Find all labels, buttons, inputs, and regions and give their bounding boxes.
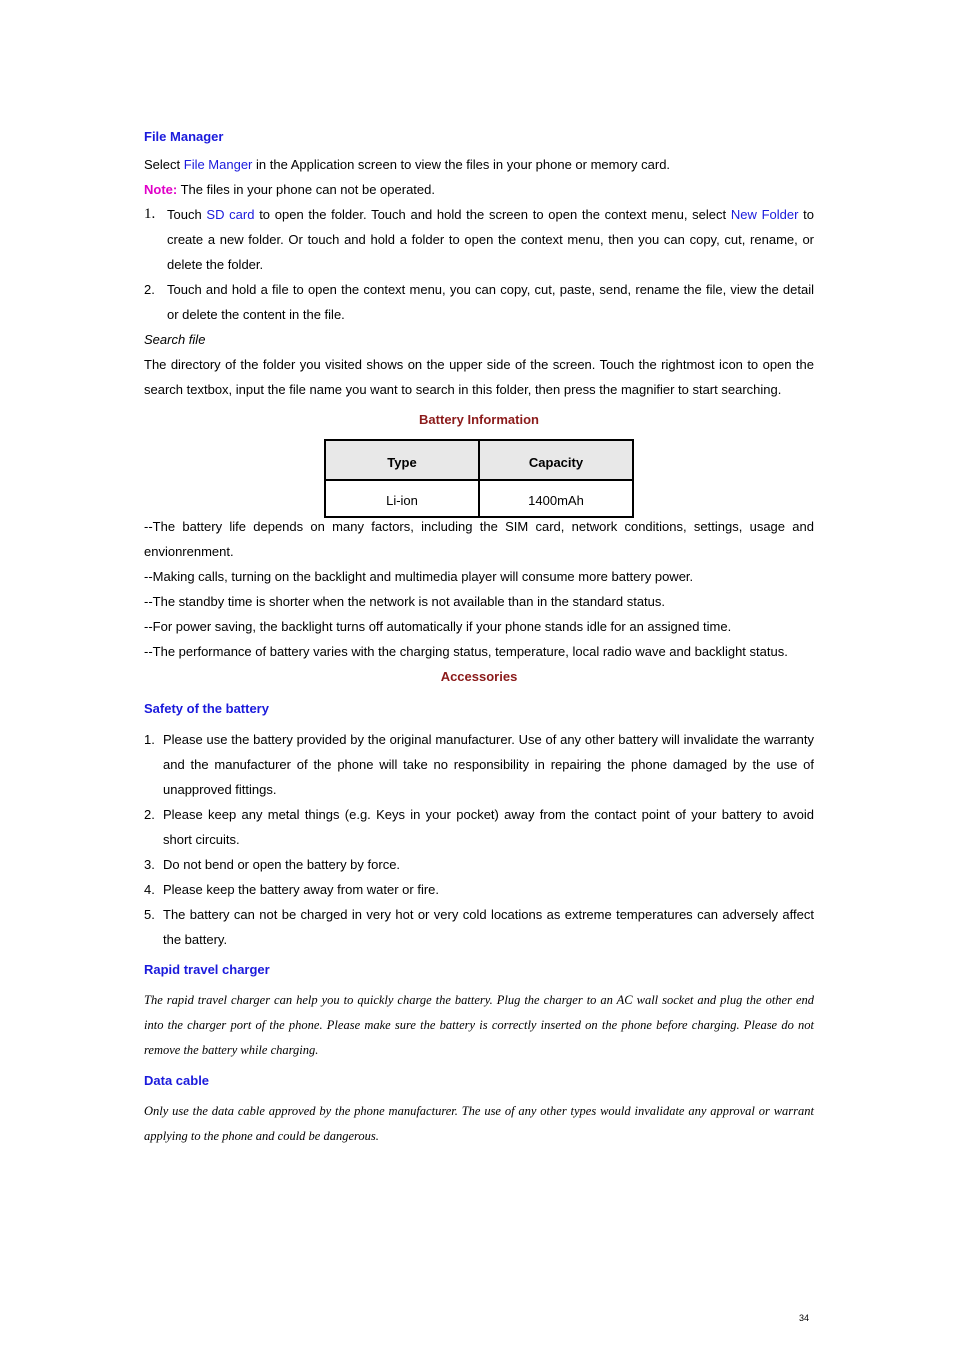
charger-heading: Rapid travel charger	[144, 962, 270, 977]
safety-heading: Safety of the battery	[144, 701, 269, 716]
item-number: 1.	[144, 206, 156, 222]
battery-note-4: --For power saving, the backlight turns off automatically if your phone stands idle for an assigned time.	[144, 619, 732, 634]
new-folder-link: New Folder	[730, 207, 799, 222]
safety-item-1	[144, 727, 814, 802]
battery-info-heading: Battery Information	[419, 412, 539, 427]
note-paragraph	[144, 177, 814, 202]
table-header-capacity: Capacity	[479, 440, 633, 480]
item-number: 2.	[144, 282, 155, 297]
item1-text-c: to create a new folder. Or touch and hold a folder to open the context menu, then you can copy, cut, rename, or delete the folder.	[167, 207, 814, 272]
table-cell-capacity: 1400mAh	[479, 480, 633, 517]
item-number: 5.	[144, 907, 155, 922]
safety-item-text: The battery can not be charged in very hot or very cold locations as extreme temperatures can adversely affect the battery.	[163, 907, 814, 947]
safety-item-3	[144, 852, 814, 877]
table-header-row	[325, 440, 633, 480]
intro-post-text: in the Application screen to view the files in your phone or memory card.	[252, 157, 671, 172]
file-manager-item-2	[144, 277, 814, 327]
item1-text-a: Touch	[167, 207, 207, 222]
safety-item-2	[144, 802, 814, 852]
file-manager-link: File Manger	[183, 157, 253, 172]
item-number: 3.	[144, 857, 155, 872]
table-row	[325, 480, 633, 517]
battery-note-2: --Making calls, turning on the backlight and multimedia player will consume more battery power.	[144, 569, 694, 584]
page-number: 34	[799, 1313, 810, 1323]
table-cell-type: Li-ion	[325, 480, 479, 517]
battery-table	[324, 439, 634, 518]
item-number: 4.	[144, 882, 155, 897]
item2-text: Touch and hold a file to open the context menu, you can copy, cut, paste, send, rename the file, view the detail or delete the content in the file.	[167, 282, 814, 322]
battery-note-5: --The performance of battery varies with the charging status, temperature, local radio wave and backlight status.	[144, 644, 788, 659]
safety-item-text: Please keep any metal things (e.g. Keys in your pocket) away from the contact point of your battery to avoid short circuits.	[163, 807, 814, 847]
search-file-title: Search file	[144, 332, 206, 347]
sd-card-link: SD card	[206, 207, 255, 222]
file-manager-heading: File Manager	[144, 129, 224, 144]
data-cable-heading: Data cable	[144, 1073, 210, 1088]
item-number: 1.	[144, 732, 155, 747]
battery-note-3: --The standby time is shorter when the network is not available than in the standard status.	[144, 594, 665, 609]
file-manager-intro	[144, 152, 814, 177]
safety-item-4	[144, 877, 814, 902]
safety-item-text: Please keep the battery away from water or fire.	[163, 882, 440, 897]
safety-item-text: Do not bend or open the battery by force.	[163, 857, 401, 872]
item1-text-b: to open the folder. Touch and hold the screen to open the context menu, select	[254, 207, 731, 222]
accessories-heading: Accessories	[440, 669, 518, 684]
item-number: 2.	[144, 807, 155, 822]
document-page	[144, 0, 814, 1149]
safety-item-5	[144, 902, 814, 952]
note-label: Note:	[144, 182, 178, 197]
search-file-text: The directory of the folder you visited shows on the upper side of the screen. Touch the rightmost icon to open the search textbox, input the file name you want to search in this folder, then press the magnifier to start searching.	[144, 357, 814, 397]
battery-note-1: --The battery life depends on many factors, including the SIM card, network conditions, settings, usage and envionrenment.	[144, 519, 814, 559]
charger-text: The rapid travel charger can help you to quickly charge the battery. Plug the charger to an AC wall socket and plug the other end into the charger port of the phone. Please make sure the battery is correctly inserted on the phone before charging. Please do not remove the battery while charging.	[144, 993, 814, 1057]
file-manager-item-1	[144, 202, 814, 277]
table-header-type: Type	[325, 440, 479, 480]
data-cable-text: Only use the data cable approved by the phone manufacturer. The use of any other types would invalidate any approval or warrant applying to the phone and could be dangerous.	[144, 1104, 814, 1143]
note-text: The files in your phone can not be operated.	[177, 182, 435, 197]
safety-item-text: Please use the battery provided by the original manufacturer. Use of any other battery will invalidate the warranty and the manufacturer of the phone will take no responsibility in repairing the phone damaged by the use of unapproved fittings.	[163, 732, 814, 797]
intro-pre-text: Select	[144, 157, 184, 172]
